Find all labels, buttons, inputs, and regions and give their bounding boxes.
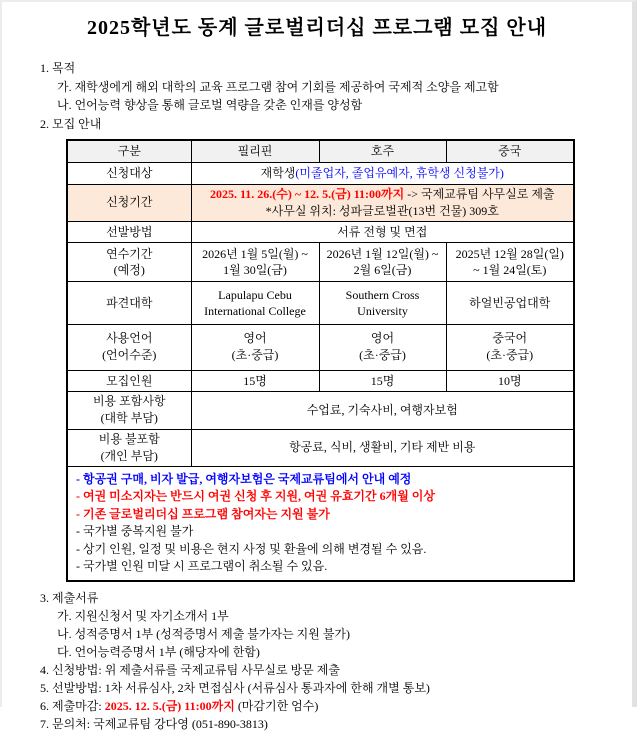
header-philippines: 필리핀 xyxy=(191,140,319,162)
apply-method-line: 4. 신청방법: 위 제출서류를 국제교류팀 사무실로 방문 제출 xyxy=(40,662,340,677)
row-cost-excluded xyxy=(67,429,574,466)
cost-excluded-label-line1: 비용 불포함 xyxy=(98,431,160,446)
cost-included-label-line1: 비용 포함사항 xyxy=(92,394,166,408)
purpose-item: 가. 재학생에게 해외 대학의 교육 프로그램 참여 기회를 제공하여 국제적 소양을 제고함 xyxy=(57,79,499,94)
duration-line: 2026년 1월 5일(월) ~ xyxy=(202,246,308,261)
note-line: - 상기 인원, 일정 및 비용은 현지 사정 및 환율에 의해 변경될 수 있음. xyxy=(76,541,427,556)
cost-included-value: 수업료, 기숙사비, 여행자보험 xyxy=(191,391,574,429)
language-australia xyxy=(319,324,446,370)
duration-label-line2: (예정) xyxy=(113,262,145,277)
row-selection xyxy=(67,221,574,242)
language-line: (초·중급) xyxy=(231,348,279,362)
header-australia: 호주 xyxy=(319,140,446,162)
table-header-row xyxy=(67,140,574,162)
row-selection-label: 선발방법 xyxy=(67,221,191,242)
university-philippines: Lapulapu Cebu International College xyxy=(191,281,319,324)
duration-line: ~ 1월 24일(토) xyxy=(473,262,547,277)
note-line: - 기존 글로벌리더십 프로그램 참여자는 지원 불가 xyxy=(76,506,330,521)
duration-line: 1월 30일(금) xyxy=(223,262,287,277)
row-period-label: 신청기간 xyxy=(67,184,191,221)
row-duration-label xyxy=(67,242,191,281)
row-university-label: 파견대학 xyxy=(67,281,191,324)
documents-item: 가. 지원신청서 및 자기소개서 1부 xyxy=(57,608,229,623)
language-label-line1: 사용언어 xyxy=(106,331,153,345)
purpose-section xyxy=(40,59,632,133)
duration-philippines xyxy=(191,242,319,281)
deadline-date: 2025. 12. 5.(금) 11:00까지 xyxy=(104,698,235,713)
language-line: (초·중급) xyxy=(359,348,406,362)
duration-line: 2월 6일(금) xyxy=(353,262,412,277)
deadline-line xyxy=(40,697,632,715)
capacity-philippines: 15명 xyxy=(191,370,319,391)
selection-method-line: 5. 선발방법: 1차 서류심사, 2차 면접심사 (서류심사 통과자에 한해 개별 통보) xyxy=(40,680,430,695)
recruit-heading: 2. 모집 안내 xyxy=(40,116,102,131)
period-line2: *사무실 위치: 성파글로벌관(13번 건물) 309호 xyxy=(265,203,499,218)
row-university xyxy=(67,281,574,324)
documents-item: 다. 언어능력증명서 1부 (해당자에 한함) xyxy=(57,644,260,659)
capacity-china: 10명 xyxy=(446,370,574,391)
note-line: - 국가별 인원 미달 시 프로그램이 취소될 수 있음. xyxy=(76,559,328,573)
period-submit-to: -> 국제교류팀 사무실로 제출 xyxy=(404,186,555,201)
note-line: - 여권 미소지자는 반드시 여권 신청 후 지원, 여권 유효기간 6개월 이상 xyxy=(76,489,435,503)
contact-line: 7. 문의처: 국제교류팀 강다영 (051-890-3813) xyxy=(40,716,268,731)
university-china: 하얼빈공업대학 xyxy=(446,281,574,324)
row-target-value xyxy=(191,162,574,184)
row-cost-included xyxy=(67,391,574,429)
period-line1 xyxy=(195,186,571,203)
duration-line: 2025년 12월 28일(일) xyxy=(455,246,564,261)
language-china xyxy=(446,324,574,370)
language-line: (초·중급) xyxy=(486,348,534,362)
duration-label-line1: 연수기간 xyxy=(106,246,153,261)
cost-included-label-line2: (대학 부담) xyxy=(100,411,158,425)
period-dates: 2025. 11. 26.(수) ~ 12. 5.(금) 11:00까지 xyxy=(209,186,405,201)
notes-cell xyxy=(67,466,574,581)
duration-line: 2026년 1월 12일(월) ~ xyxy=(326,246,439,261)
recruit-table xyxy=(66,139,575,582)
row-language xyxy=(67,324,574,370)
row-cost-excluded-label xyxy=(67,429,191,466)
header-china: 중국 xyxy=(446,140,574,162)
deadline-prefix: 6. 제출마감: xyxy=(40,698,105,713)
target-text: 재학생 xyxy=(260,166,296,180)
row-period xyxy=(67,184,574,221)
purpose-heading: 1. 목적 xyxy=(40,61,76,75)
duration-china xyxy=(446,242,574,281)
documents-item: 나. 성적증명서 1부 (성적증명서 제출 불가자는 지원 불가) xyxy=(57,626,351,641)
bottom-section xyxy=(40,589,632,733)
language-line: 영어 xyxy=(243,331,267,345)
page-title: 2025학년도 동계 글로벌리더십 프로그램 모집 안내 xyxy=(86,17,548,39)
row-target xyxy=(67,162,574,184)
row-cost-included-label xyxy=(67,391,191,429)
cost-excluded-value: 항공료, 식비, 생활비, 기타 제반 비용 xyxy=(191,429,574,466)
purpose-item: 나. 언어능력 향상을 통해 글로벌 역량을 갖춘 인재를 양성함 xyxy=(57,98,363,112)
row-target-label: 신청대상 xyxy=(67,162,191,184)
row-selection-value: 서류 전형 및 면접 xyxy=(191,221,574,242)
capacity-australia: 15명 xyxy=(319,370,446,391)
language-philippines xyxy=(191,324,319,370)
language-label-line2: (언어수준) xyxy=(102,348,157,362)
university-australia: Southern Cross University xyxy=(319,281,446,324)
documents-heading: 3. 제출서류 xyxy=(40,590,99,605)
header-category: 구분 xyxy=(67,140,191,162)
note-line: - 국가별 중복지원 불가 xyxy=(76,524,194,538)
row-notes xyxy=(67,466,574,581)
row-language-label xyxy=(67,324,191,370)
note-line: - 항공권 구매, 비자 발급, 여행자보험은 국제교류팀에서 안내 예정 xyxy=(76,471,412,486)
duration-australia xyxy=(319,242,446,281)
row-capacity-label: 모집인원 xyxy=(67,370,191,391)
row-period-value xyxy=(191,184,574,221)
row-duration xyxy=(67,242,574,281)
deadline-suffix: (마감기한 엄수) xyxy=(234,698,319,713)
row-capacity xyxy=(67,370,574,391)
language-line: 중국어 xyxy=(492,331,528,345)
cost-excluded-label-line2: (개인 부담) xyxy=(100,448,158,463)
language-line: 영어 xyxy=(370,331,395,345)
target-restriction-text: (미졸업자, 졸업유예자, 휴학생 신청불가) xyxy=(295,166,504,180)
